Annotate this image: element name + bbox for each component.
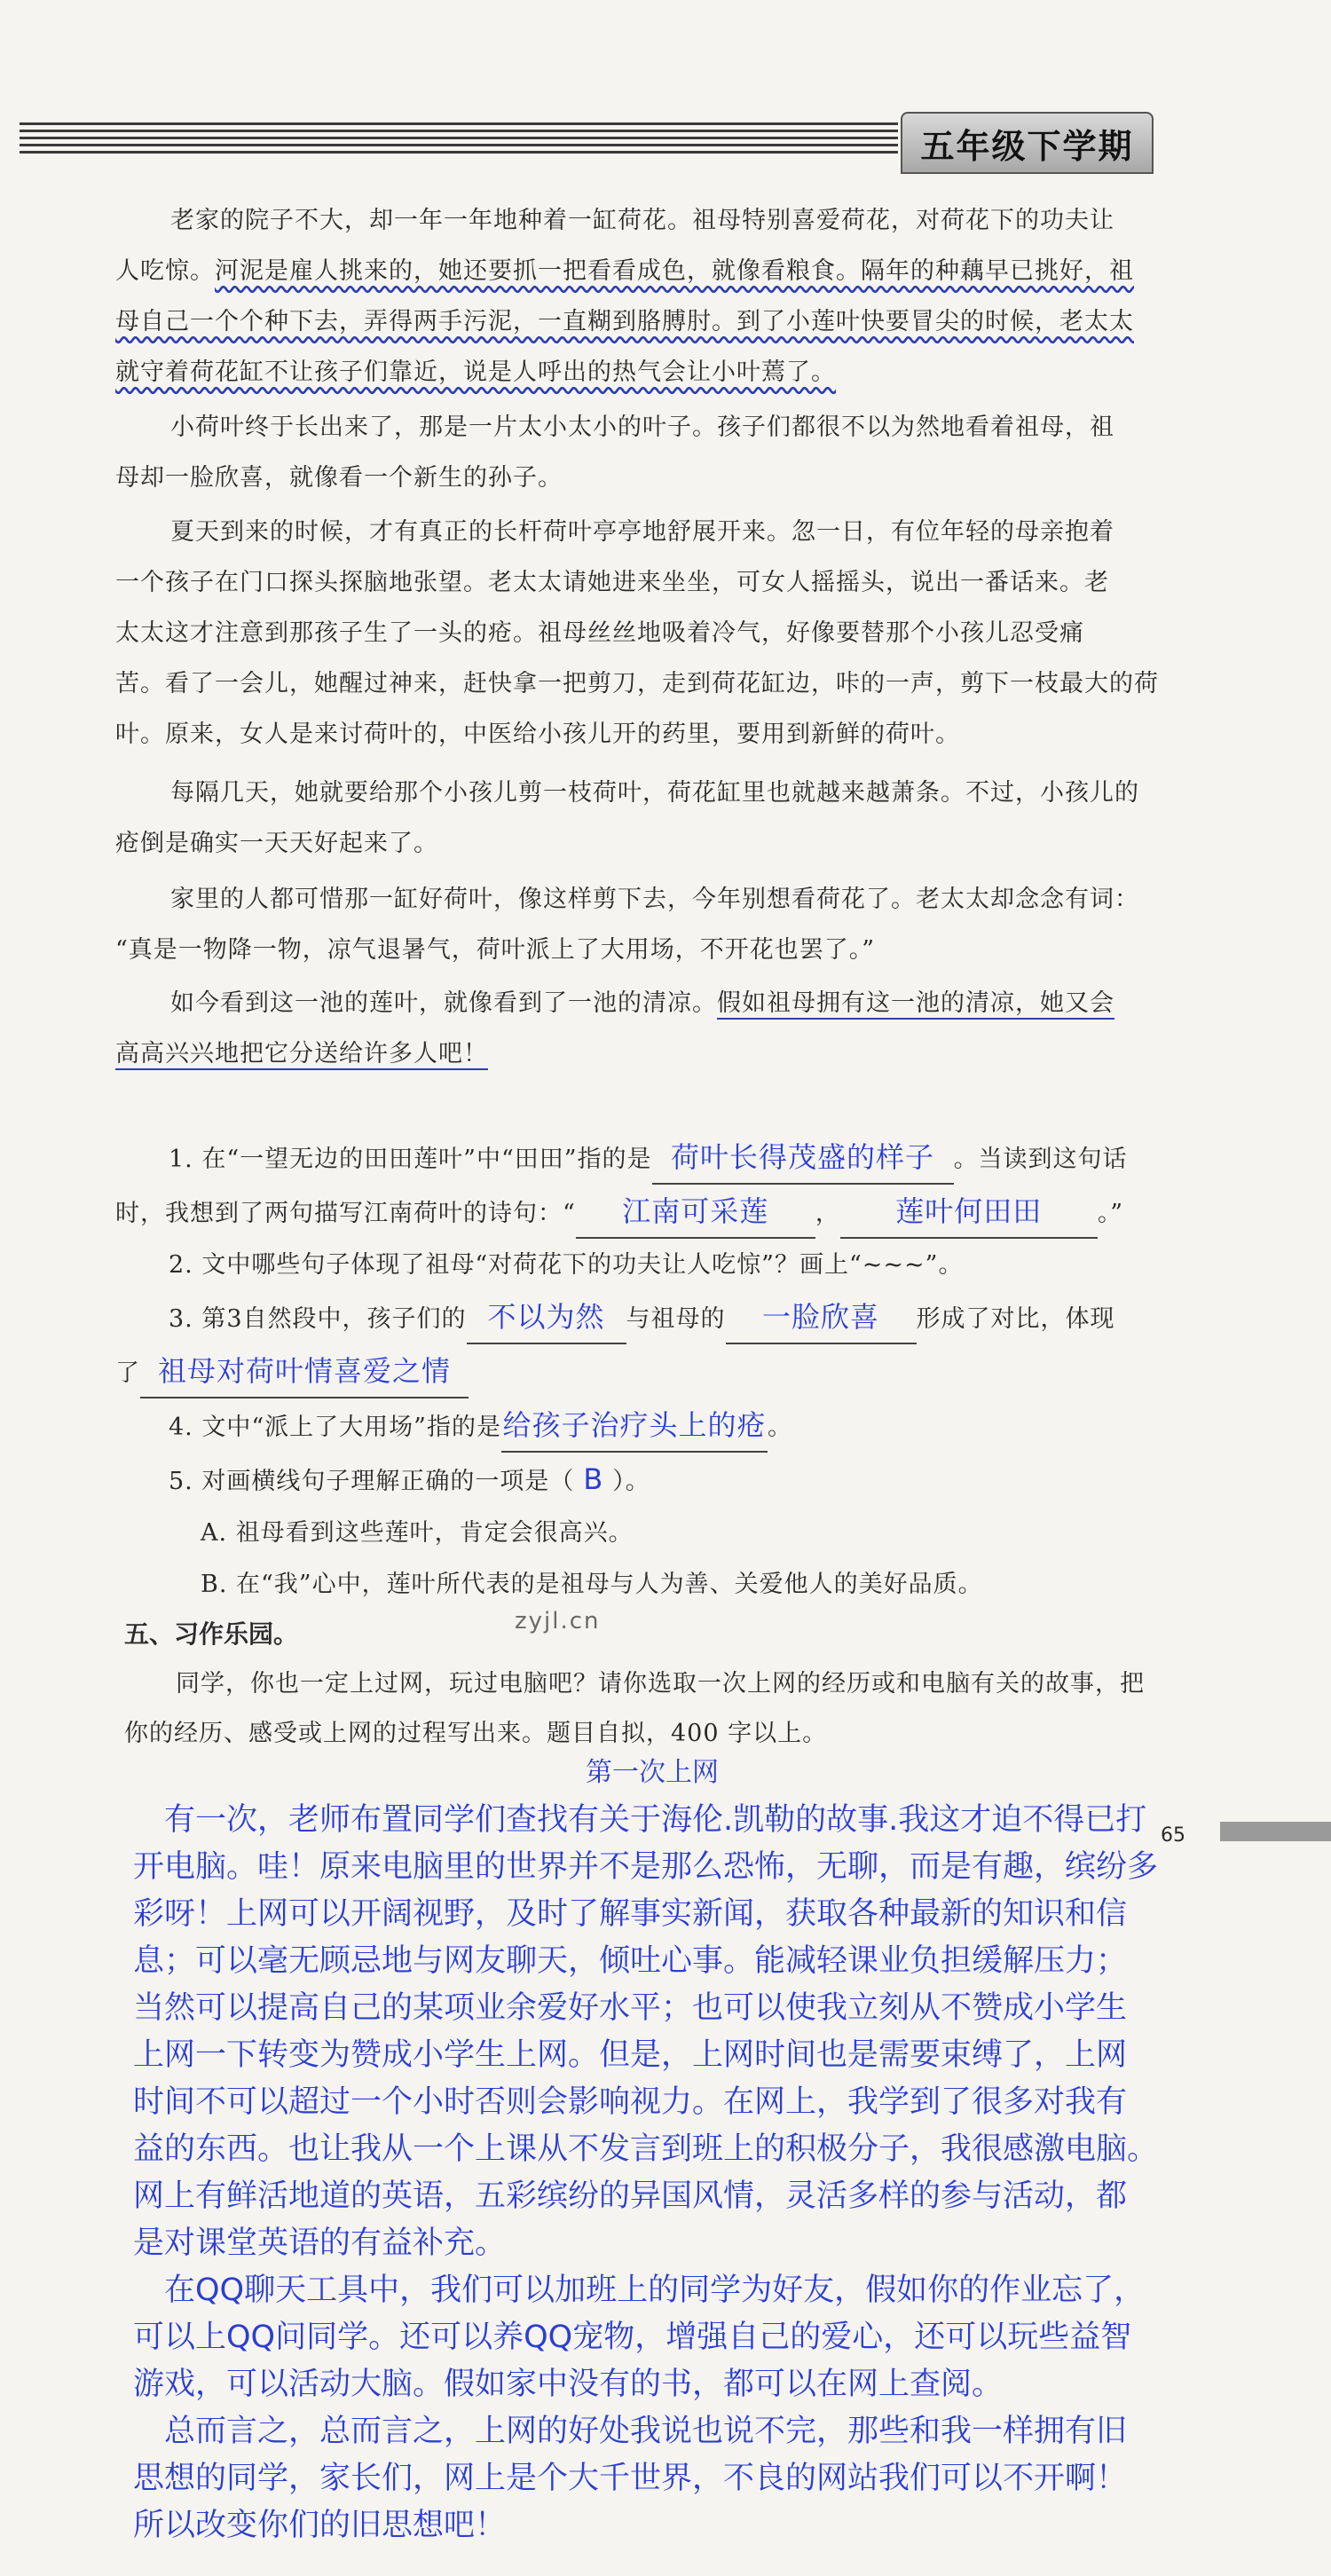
question-text: ）。 [612,1468,650,1495]
answer-blank[interactable]: 给孩子治疗头上的疮 [501,1399,768,1453]
question-2 [169,1240,1216,1291]
text-line: 夏天到来的时候，才有真正的长杆荷叶亭亭地舒展开来。忽一日，有位年轻的母亲抱着 [170,518,1114,546]
essay-line: 当然可以提高自己的某项业余爱好水平；也可以使我立刻从不赞成小学生 [133,1990,1128,2026]
question-3b [115,1345,1216,1399]
answer-choice[interactable]: B [583,1462,604,1496]
essay-line: 时间不可以超过一个小时否则会影响视力。在网上，我学到了很多对我有 [133,2084,1128,2120]
answer-blank[interactable]: 江南可采莲 [576,1186,815,1239]
answer-blank[interactable]: 祖母对荷叶情喜爱之情 [140,1345,469,1398]
answer-blank[interactable]: 荷叶长得茂盛的样子 [652,1131,954,1185]
essay-line: 游戏，可以活动大脑。假如家中没有的书，都可以在网上查阅。 [133,2367,1004,2402]
question-text: 2. 文中哪些句子体现了祖母“对荷花下的功夫让人吃惊”？画上“ [169,1251,862,1279]
question-text: 形成了对比，体现 [916,1305,1115,1333]
question-text: ， [815,1200,840,1227]
question-text: 。 [767,1414,792,1441]
essay-line: 所以改变你们的旧思想吧！ [133,2508,507,2543]
page-number: 65 [1161,1824,1185,1847]
text-line: 叶。原来，女人是来讨荷叶的，中医给小孩儿开的药里，要用到新鲜的荷叶。 [115,721,960,748]
essay-line: 思想的同学，家长们，网上是个大千世界，不良的网站我们可以不开啊！ [133,2461,1128,2496]
question-text: 。” [1097,1200,1124,1227]
essay-line: 彩呀！上网可以开阔视野，及时了解事实新闻，获取各种最新的知识和信 [133,1896,1128,1932]
wavy-underlined-sentence: 河泥是雇人挑来的，她还要抓一把看看成色，就像看粮食。隔年的种藕早已挑好，祖 [215,257,1134,285]
essay-line: 总而言之，总而言之，上网的好处我说也说不完，那些和我一样拥有旧 [164,2414,1128,2449]
question-text: 与祖母的 [626,1305,726,1333]
question-text: 1. 在“一望无边的田田莲叶”中“田田”指的是 [169,1146,652,1173]
text-line: 小荷叶终于长出来了，那是一片太小太小的叶子。孩子们都很不以为然地看着祖母，祖 [170,414,1114,441]
answer-blank[interactable]: 莲叶何田田 [840,1186,1098,1239]
text-span: 如今看到这一池的莲叶，就像看到了一池的清凉。 [170,989,717,1017]
header-rule [20,122,898,161]
passage-paragraph-1 [115,195,1207,398]
prompt-line: 同学，你也一定上过网，玩过电脑吧？请你选取一次上网的经历或和电脑有关的故事，把 [176,1670,1145,1698]
text-line: “真是一物降一物，凉气退暑气，荷叶派上了大用场，不开花也罢了。” [115,936,876,964]
text-line: 太太这才注意到那孩子生了一头的疮。祖母丝丝地吸着冷气，好像要替那个小孩儿忍受痛 [115,619,1084,647]
side-bar-decoration [1220,1822,1331,1841]
essay-body [133,1797,1233,2549]
wavy-underlined-sentence: 就守着荷花缸不让孩子们靠近，说是人呼出的热气会让小叶蔫了。 [115,358,836,386]
answer-blank[interactable]: 一脸欣喜 [726,1291,917,1344]
text-line: 一个孩子在门口探头探脑地张望。老太太请她进来坐坐，可女人摇摇头，说出一番话来。老 [115,569,1109,596]
question-text: 。当读到这句话 [953,1146,1128,1173]
question-text: 4. 文中“派上了大用场”指的是 [169,1414,501,1441]
option-a: A. 祖母看到这些莲叶，肯定会很高兴。 [201,1519,634,1547]
underlined-sentence: 高高兴兴地把它分送给许多人吧！ [115,1040,488,1067]
essay-line: 有一次，老师布置同学们查找有关于海伦.凯勒的故事.我这才迫不得已打 [164,1802,1147,1838]
underlined-sentence: 假如祖母拥有这一池的清凉，她又会 [717,989,1114,1017]
watermark: zyjl.cn [515,1608,601,1635]
question-text: 了 [115,1359,140,1387]
question-4 [169,1399,1216,1453]
prompt-line: 你的经历、感受或上网的过程写出来。题目自拟，400 字以上。 [124,1720,828,1747]
essay-line: 上网一下转变为赞成小学生上网。但是，上网时间也是需要束缚了，上网 [133,2037,1128,2073]
essay-line: 是对课堂英语的有益补充。 [133,2225,507,2261]
essay-line: 益的东西。也让我从一个上课从不发言到班上的积极分子，我很感激电脑。 [133,2131,1159,2167]
question-text: 3. 第3自然段中，孩子们的 [169,1305,467,1333]
section-heading: 五、习作乐园。 [124,1619,299,1649]
passage-paragraph-5 [115,874,1207,975]
text-line [115,246,1207,296]
text-line: 母却一脸欣喜，就像看一个新生的孙子。 [115,464,563,492]
text-line: 每隔几天，她就要给那个小孩儿剪一枝荷叶，荷花缸里也就越来越萧条。不过，小孩儿的 [170,779,1139,807]
option-b: B. 在“我”心中，莲叶所代表的是祖母与人为善、关爱他人的美好品质。 [201,1571,983,1598]
text-span: 人吃惊。 [115,257,215,285]
text-line: 疮倒是确实一天天好起来了。 [115,830,438,857]
text-line: 苦。看了一会儿，她醒过神来，赶快拿一把剪刀，走到荷花缸边，咔的一声，剪下一枝最大的荷 [115,670,1159,697]
essay-line: 开电脑。哇！原来电脑里的世界并不是那么恐怖，无聊，而是有趣，缤纷多 [133,1849,1159,1885]
wavy-mark: ~~~ [862,1251,925,1279]
essay-line: 息；可以毫无顾忌地与网友聊天，倾吐心事。能减轻课业负担缓解压力； [133,1943,1128,1979]
question-3 [169,1291,1216,1345]
answer-blank[interactable]: 不以为然 [467,1291,626,1344]
question-1b [115,1186,1216,1240]
page-header-title: 五年级下学期 [901,112,1154,174]
essay-title: 第一次上网 [586,1757,719,1788]
wavy-underlined-sentence: 母自己一个个种下去，弄得两手污泥，一直糊到胳膊肘。到了小莲叶快要冒尖的时候，老太太 [115,308,1134,335]
essay-line: 网上有鲜活地道的英语，五彩缤纷的异国风情，灵活多样的参与活动，都 [133,2178,1128,2214]
text-line: 老家的院子不大，却一年一年地种着一缸荷花。祖母特别喜爱荷花，对荷花下的功夫让 [170,207,1114,234]
questions [115,1131,1216,1611]
essay-line: 在QQ聊天工具中，我们可以加班上的同学为好友，假如你的作业忘了， [164,2273,1146,2308]
passage-paragraph-6 [115,978,1207,1079]
question-text: 5. 对画横线句子理解正确的一项是（ [169,1468,575,1495]
passage-paragraph-2 [115,402,1207,503]
essay-prompt [124,1659,1216,1759]
essay-line: 可以上QQ问同学。还可以养QQ宠物，增强自己的爱心，还可以玩些益智 [133,2320,1132,2355]
question-1 [169,1131,1216,1186]
text-line [115,978,1207,1028]
text-line: 家里的人都可惜那一缸好荷叶，像这样剪下去，今年别想看荷花了。老太太却念念有词： [170,886,1139,913]
passage-paragraph-3 [115,507,1207,760]
passage-paragraph-4 [115,768,1207,869]
question-5 [169,1453,1216,1508]
question-text: ”。 [925,1251,964,1279]
question-text: 时，我想到了两句描写江南荷叶的诗句：“ [115,1200,576,1227]
